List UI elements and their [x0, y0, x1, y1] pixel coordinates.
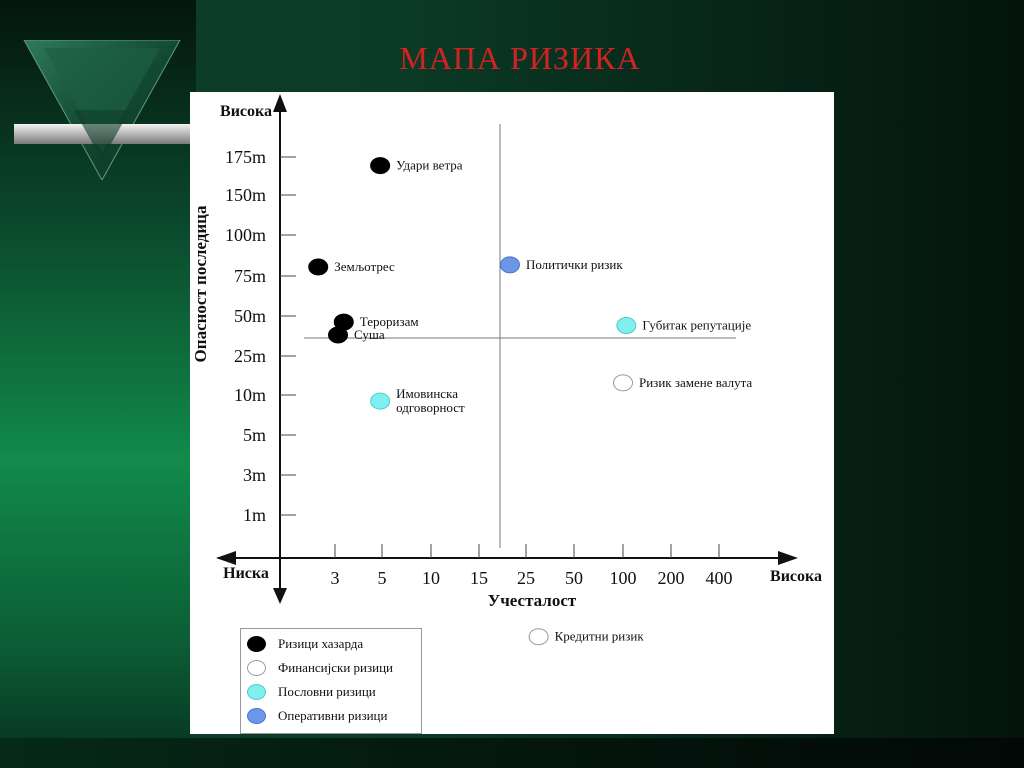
data-point-label-line: одговорност: [396, 400, 465, 416]
x-tick-label: 100: [609, 568, 637, 588]
x-tick-label: 10: [422, 568, 440, 588]
data-point-label-line: Суша: [354, 327, 385, 343]
data-point-label-line: Имовинска: [396, 386, 458, 402]
legend-item: [247, 633, 363, 655]
legend-item: [247, 705, 387, 727]
data-point-label: [555, 629, 645, 644]
data-point: [329, 327, 348, 343]
data-point-label-line: Земљотрес: [334, 259, 395, 275]
y-tick-label: 25m: [233, 346, 266, 366]
legend-marker: [247, 708, 266, 724]
data-point-label-line: Тероризам: [359, 314, 419, 330]
x-tick-label: 50: [565, 568, 583, 588]
legend-marker: [247, 684, 266, 700]
data-point-label-line: Ризик замене валута: [639, 374, 753, 390]
y-tick-label: 100m: [224, 225, 266, 245]
data-point-label: [526, 257, 623, 272]
y-tick-label: 175m: [224, 147, 266, 167]
data-point-label-line: Политички ризик: [525, 256, 623, 272]
x-axis-arrow-left: [216, 551, 236, 565]
data-point-label-line: Губитак репутације: [642, 317, 752, 333]
bottom-decorative-band: [0, 738, 1024, 768]
data-point-label: [639, 375, 752, 390]
data-point: [500, 257, 519, 273]
data-point-label: [334, 259, 395, 274]
legend-item: [247, 657, 393, 679]
y-axis-arrow-up: [273, 94, 287, 112]
data-point: [371, 393, 390, 409]
data-point: [309, 259, 328, 275]
data-point: [529, 629, 548, 645]
x-tick-label: 15: [470, 568, 488, 588]
data-point-label: [396, 158, 463, 173]
data-point: [371, 158, 390, 174]
legend-label: Пословни ризици: [278, 684, 376, 699]
data-point-label: [642, 318, 751, 333]
y-tick-label: 10m: [233, 385, 266, 405]
data-point: [614, 375, 633, 391]
data-point-label: [396, 386, 465, 415]
data-point: [617, 318, 636, 334]
x-tick-label: 5: [377, 568, 387, 588]
x-axis-high-label: Висока: [770, 568, 822, 585]
legend-label: Ризици хазарда: [278, 636, 364, 651]
y-tick-label: 75m: [233, 266, 266, 286]
data-point-label: [354, 327, 385, 342]
chart-legend: [240, 628, 422, 734]
legend-item: [247, 681, 376, 703]
green-marble-triangle-logo-icon: [14, 40, 190, 180]
data-point-label-line: Удари ветра: [396, 157, 463, 173]
y-tick-label: 3m: [242, 465, 266, 485]
y-tick-label: 5m: [242, 425, 266, 445]
y-tick-label: 50m: [233, 306, 266, 326]
legend-label: Финансијски ризици: [278, 660, 394, 675]
y-tick-label: 1m: [242, 505, 266, 525]
risk-map-chart: [190, 92, 834, 734]
x-axis-low-label: Ниска: [223, 565, 269, 582]
y-axis-title: Опасност последица: [191, 205, 210, 363]
legend-marker: [247, 636, 266, 652]
x-axis-title: Учесталост: [487, 591, 577, 610]
legend-marker: [247, 660, 266, 676]
x-tick-label: 3: [330, 568, 340, 588]
x-tick-label: 200: [657, 568, 685, 588]
legend-label: Оперативни ризици: [278, 708, 388, 723]
data-point-label-line: Кредитни ризик: [554, 628, 644, 644]
y-axis-arrow-down: [273, 588, 287, 604]
slide-title: МАПА РИЗИКА: [399, 40, 641, 76]
x-tick-label: 400: [705, 568, 733, 588]
y-tick-label: 150m: [224, 185, 266, 205]
x-tick-label: 25: [517, 568, 535, 588]
y-axis-high-label: Висока: [220, 103, 272, 120]
x-axis-arrow-right: [778, 551, 798, 565]
